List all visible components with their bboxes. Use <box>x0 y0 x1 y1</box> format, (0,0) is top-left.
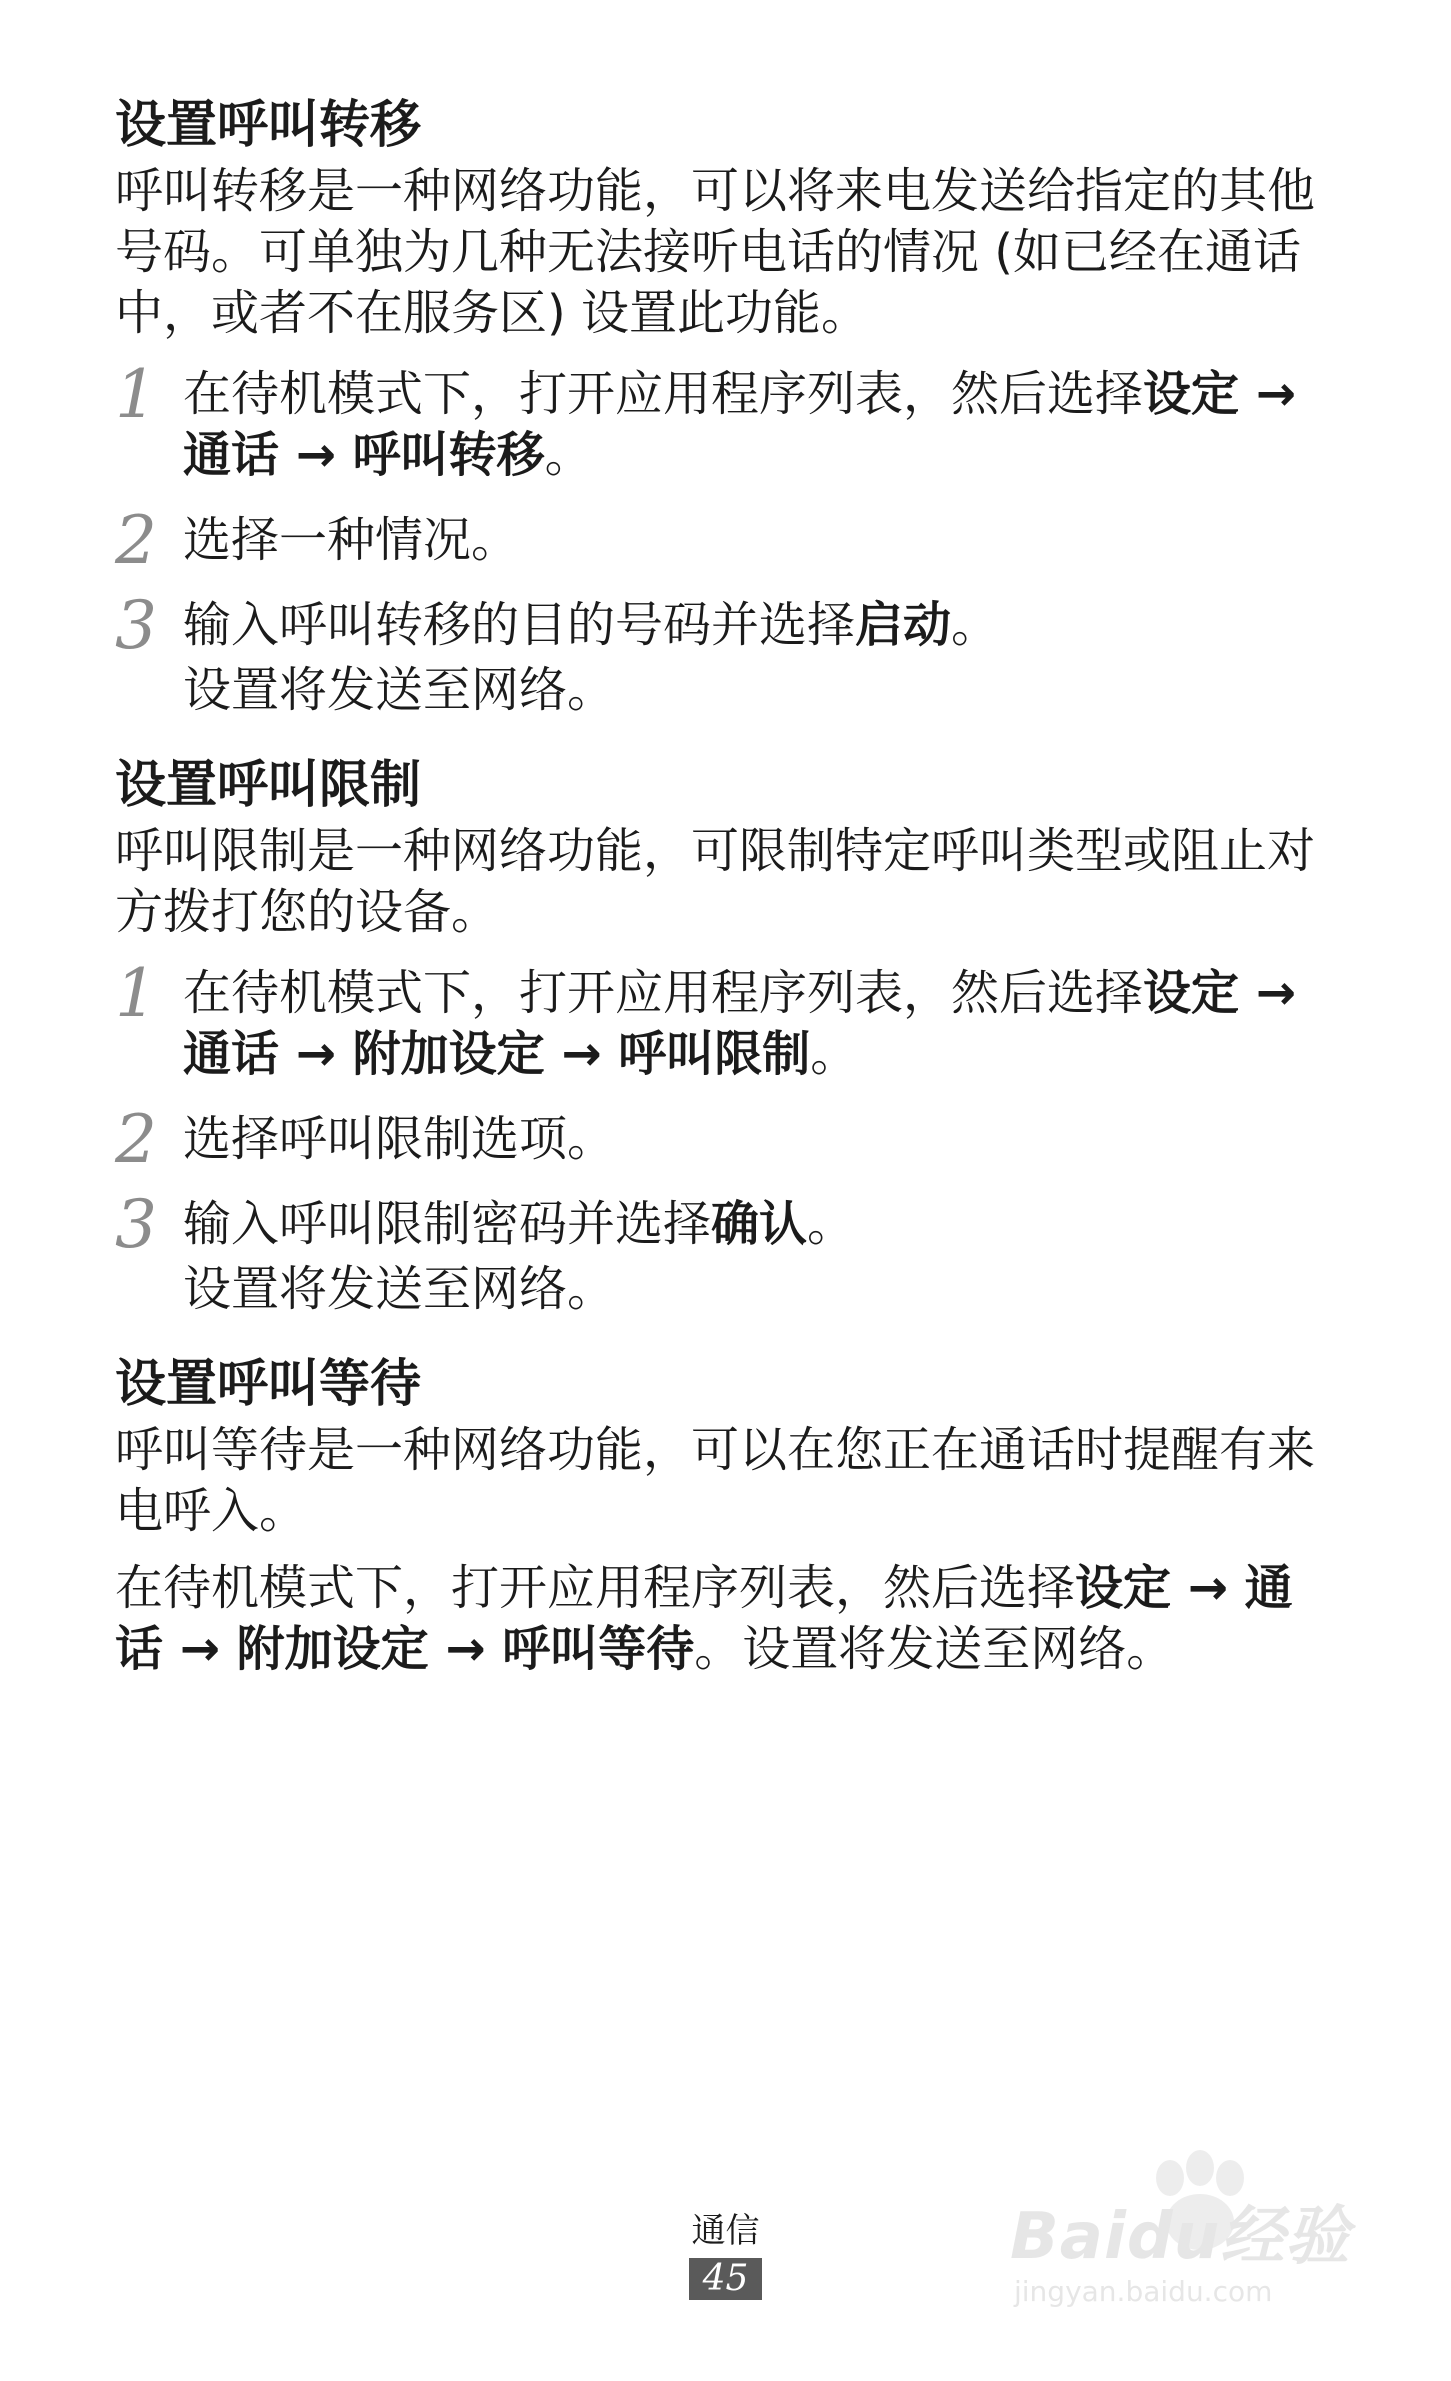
menu-path: 设定 → 通话 → 附加设定 → 呼叫限制 <box>183 965 1296 1082</box>
step-item <box>115 356 1330 486</box>
page-number: 45 <box>689 2258 763 2300</box>
step-instruction: 选择呼叫限制选项。 <box>183 1111 616 1167</box>
step-instruction: 输入呼叫转移的目的号码并选择 <box>183 597 856 653</box>
section-call-barring <box>115 755 1330 1320</box>
step-number: 2 <box>115 502 157 579</box>
step-instruction: 在待机模式下，打开应用程序列表，然后选择 <box>183 965 1144 1021</box>
section-heading: 设置呼叫等待 <box>115 1355 422 1414</box>
step-number: 3 <box>115 1186 157 1263</box>
menu-path: 启动 <box>855 597 952 653</box>
step-item <box>115 502 1330 579</box>
baidu-watermark <box>1010 2150 1370 2320</box>
step-item <box>115 587 1330 721</box>
menu-path: 设定 → 通话 → 呼叫转移 <box>183 366 1296 483</box>
section-heading: 设置呼叫限制 <box>115 756 422 815</box>
section-intro: 呼叫转移是一种网络功能，可以将来电发送给指定的其他号码。可单独为几种无法接听电话的情况 (如已经在通话中，或者不在服务区) 设置此功能。 <box>115 163 1316 341</box>
step-instruction: 在待机模式下，打开应用程序列表，然后选择 <box>183 366 1144 422</box>
section-instruction <box>115 1558 1330 1680</box>
step-end: 。 <box>951 597 1000 653</box>
step-end: 。 <box>544 427 593 483</box>
step-result: 设置将发送至网络。 <box>183 662 616 718</box>
step-instruction: 选择一种情况。 <box>183 512 520 568</box>
step-number: 1 <box>115 955 157 1032</box>
step-number: 1 <box>115 356 157 433</box>
step-instruction: 输入呼叫限制密码并选择 <box>183 1196 712 1252</box>
step-item <box>115 955 1330 1085</box>
section-call-waiting <box>115 1354 1330 1680</box>
step-text <box>183 595 1330 656</box>
chapter-label: 通信 <box>691 2211 760 2251</box>
step-number: 3 <box>115 587 157 664</box>
step-text <box>183 1109 1330 1170</box>
step-text <box>183 510 1330 571</box>
section-heading: 设置呼叫转移 <box>115 96 422 155</box>
step-text <box>183 963 1330 1085</box>
section-call-forwarding <box>115 95 1330 721</box>
step-text <box>183 1194 1330 1255</box>
section-intro: 呼叫限制是一种网络功能，可限制特定呼叫类型或阻止对方拨打您的设备。 <box>115 823 1316 940</box>
watermark-url: jingyan.baidu.com <box>1014 2275 1273 2308</box>
instruction-text: 在待机模式下，打开应用程序列表，然后选择 <box>115 1560 1076 1616</box>
step-list <box>115 955 1330 1320</box>
step-end: 。 <box>810 1026 859 1082</box>
step-item <box>115 1186 1330 1320</box>
menu-path: 确认 <box>711 1196 808 1252</box>
page-content <box>115 95 1330 1680</box>
instruction-end: 。设置将发送至网络。 <box>694 1621 1175 1677</box>
section-intro: 呼叫等待是一种网络功能，可以在您正在通话时提醒有来电呼入。 <box>115 1422 1316 1539</box>
menu-path: 设定 → 通话 → 附加设定 → 呼叫等待 <box>115 1560 1293 1677</box>
step-item <box>115 1101 1330 1178</box>
step-result: 设置将发送至网络。 <box>183 1261 616 1317</box>
step-end: 。 <box>807 1196 856 1252</box>
step-list <box>115 356 1330 721</box>
step-text <box>183 364 1330 486</box>
watermark-logo-text: Baidu经验 <box>1010 2200 1351 2274</box>
step-number: 2 <box>115 1101 157 1178</box>
